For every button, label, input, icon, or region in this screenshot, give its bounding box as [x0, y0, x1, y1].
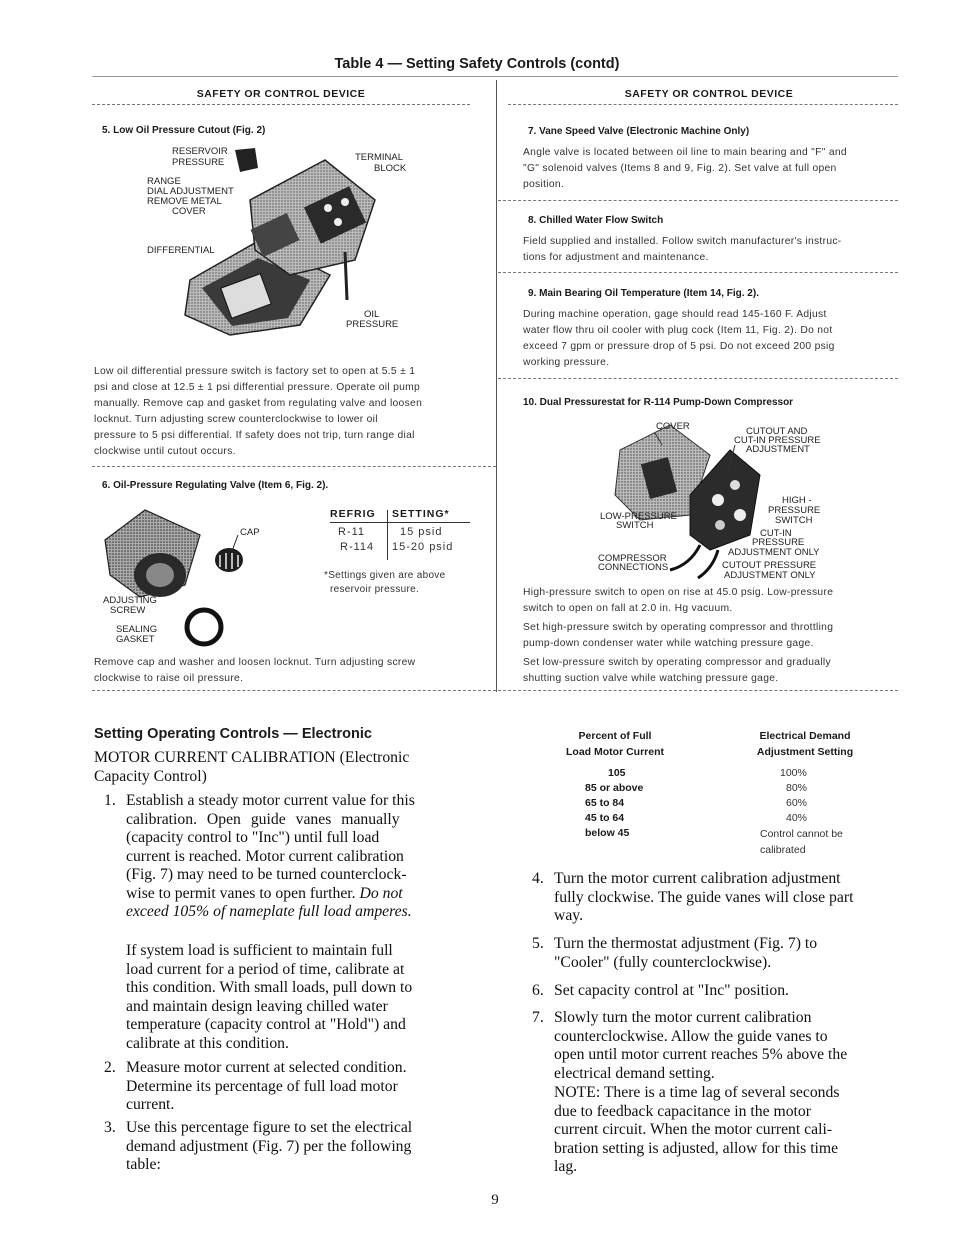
- label-pressure: PRESSURE: [172, 157, 225, 168]
- label-high-switch: SWITCH: [775, 515, 813, 526]
- s7-title: 7. Vane Speed Valve (Electronic Machine Only): [528, 126, 750, 137]
- label-oil-pressure: PRESSURE: [346, 319, 399, 330]
- demand-row-4-setting: 40%: [786, 812, 808, 824]
- s10-title: 10. Dual Pressurestat for R-114 Pump-Down Compressor: [523, 397, 794, 408]
- label-cutout-and: CUTOUT AND: [746, 426, 808, 437]
- demand-row-2-current: 85 or above: [585, 782, 644, 794]
- label-adjustment-only: ADJUSTMENT ONLY: [728, 547, 820, 558]
- column-divider: [496, 80, 497, 692]
- setting-r114: 15-20 psid: [392, 541, 454, 553]
- refrig-r11: R-11: [338, 526, 366, 538]
- label-cutin: CUT-IN: [760, 528, 792, 539]
- page-number: 9: [491, 1192, 499, 1208]
- label-cutin-pressure: CUT-IN PRESSURE: [734, 435, 821, 446]
- demand-row-5-current: below 45: [585, 827, 630, 839]
- s10-p1: High-pressure switch to open on rise at 45.0 psig. Low-pressure switch to open on fall at 2.0 in. Hg vacuum.: [523, 587, 834, 614]
- s8-title: 8. Chilled Water Flow Switch: [528, 215, 664, 226]
- note: NOTE: There is a time lag of several seconds due to feedback capacitance in the motor current circuit. When the motor current cali- bration setting is adjusted, allow for this time lag.: [554, 1084, 840, 1175]
- s6-note: *Settings given are above reservoir pressure.: [324, 570, 446, 595]
- label-cutout-pressure: CUTOUT PRESSURE: [722, 560, 817, 571]
- demand-col1-h2: Load Motor Current: [566, 746, 664, 758]
- label-terminal: TERMINAL: [355, 152, 404, 163]
- label-screw: SCREW: [110, 605, 146, 616]
- label-connections: CONNECTIONS: [598, 562, 669, 573]
- label-cutin-pressure2: PRESSURE: [752, 537, 805, 548]
- demand-row-5-setting: Control cannot be: [760, 828, 843, 840]
- label-block: BLOCK: [374, 163, 407, 174]
- demand-row-5-setting-cont: calibrated: [760, 844, 806, 856]
- label-range: RANGE: [147, 176, 181, 187]
- refrig-table-divider: [387, 510, 388, 560]
- header-rule-left: [92, 104, 470, 105]
- label-cover: COVER: [172, 206, 206, 217]
- refrig-header: REFRIG: [330, 508, 376, 520]
- s10-rule: [498, 690, 898, 691]
- setting-header: SETTING*: [392, 508, 450, 520]
- demand-col2-h1: Electrical Demand: [759, 730, 851, 742]
- label-low-switch: SWITCH: [616, 520, 654, 531]
- demand-row-1-current: 105: [608, 767, 626, 779]
- s5-rule: [92, 466, 496, 467]
- label-adjustment-only2: ADJUSTMENT ONLY: [724, 570, 816, 581]
- label-cap: CAP: [240, 527, 260, 538]
- label-gasket: GASKET: [116, 634, 155, 645]
- s8-rule: [498, 272, 898, 273]
- label-reservoir: RESERVOIR: [172, 146, 228, 157]
- s5-text: Low oil differential pressure switch is factory set to open at 5.5 ± 1 psi and close at 12.5 ± 1 psi differential pressure. Operate oil pump manually. Remove cap and gasket from regulating valve and loosen locknut. Turn adjusting screw counterclockwise to lower oil pressure to 5 psi differential. If safety does not trip, turn range dial clockwise until cutout occurs.: [94, 366, 423, 457]
- s9-rule: [498, 378, 898, 379]
- label-sealing: SEALING: [116, 624, 158, 635]
- label-differential: DIFFERENTIAL: [147, 245, 215, 256]
- s6-title: 6. Oil-Pressure Regulating Valve (Item 6, Fig. 2).: [102, 480, 329, 491]
- refrig-table-rule: [330, 522, 470, 523]
- s7-text: Angle valve is located between oil line to main bearing and "F" and "G" solenoid valves (Items 8 and 9, Fig. 2). Set valve at full open position.: [523, 147, 847, 190]
- table-title: Table 4 — Setting Safety Controls (contd): [334, 56, 620, 72]
- title-rule: [92, 76, 898, 77]
- section-subheading-1: MOTOR CURRENT CALIBRATION (Electronic: [94, 749, 410, 766]
- refrig-r114: R-114: [340, 541, 375, 553]
- label-adjustment: ADJUSTMENT: [746, 444, 810, 455]
- s8-text: Field supplied and installed. Follow switch manufacturer's instruc- tions for adjustment and maintenance.: [523, 236, 842, 263]
- label-s10-cover: COVER: [656, 421, 690, 432]
- label-high-pressure: PRESSURE: [768, 505, 821, 516]
- s7-rule: [498, 200, 898, 201]
- label-compressor: COMPRESSOR: [598, 553, 667, 564]
- label-oil: OIL: [364, 309, 380, 320]
- s10-p2: Set high-pressure switch by operating compressor and throttling pump-down condenser water while watching pressure gage.: [523, 622, 834, 649]
- label-high: HIGH -: [782, 495, 812, 506]
- section-subheading-2: Capacity Control): [94, 768, 207, 785]
- label-adjusting: ADJUSTING: [103, 595, 157, 606]
- setting-r11: 15 psid: [400, 526, 443, 538]
- s10-p3: Set low-pressure switch by operating compressor and gradually shutting suction valve while watching pressure gage.: [523, 657, 831, 684]
- s9-title: 9. Main Bearing Oil Temperature (Item 14, Fig. 2).: [528, 288, 759, 299]
- right-column-header: SAFETY OR CONTROL DEVICE: [624, 88, 794, 100]
- label-dial-adjustment: DIAL ADJUSTMENT: [147, 186, 234, 197]
- step-1-paragraph-2: If system load is sufficient to maintain full load current for a period of time, calibrate at this condition. With small loads, pull down to and maintain design leaving chilled water temperature (capacity control at "Hold") and calibrate at this condition.: [126, 942, 413, 1052]
- section-heading: Setting Operating Controls — Electronic: [94, 726, 372, 742]
- s6-rule: [92, 690, 496, 691]
- s9-text: During machine operation, gage should read 145-160 F. Adjust water flow thru oil cooler with plug cock (Item 11, Fig. 2). Do not exceed 7 gpm or pressure drop of 5 psi. Do not exceed 200 psig working pressure.: [523, 309, 835, 368]
- s5-title: 5. Low Oil Pressure Cutout (Fig. 2): [102, 125, 266, 136]
- s6-text: Remove cap and washer and loosen locknut. Turn adjusting screw clockwise to raise oil pressure.: [94, 657, 416, 684]
- demand-row-2-setting: 80%: [786, 782, 808, 794]
- demand-row-3-setting: 60%: [786, 797, 808, 809]
- demand-col1-h1: Percent of Full: [578, 730, 652, 742]
- label-remove-metal: REMOVE METAL: [147, 196, 222, 207]
- step-1-number: 1.: [104, 792, 116, 809]
- demand-col2-h2: Adjustment Setting: [756, 746, 854, 758]
- demand-row-3-current: 65 to 84: [585, 797, 625, 809]
- demand-row-1-setting: 100%: [780, 767, 807, 779]
- label-low-pressure: LOW-PRESSURE: [600, 511, 677, 522]
- left-column-header: SAFETY OR CONTROL DEVICE: [196, 88, 366, 100]
- header-rule-right: [508, 104, 898, 105]
- demand-row-4-current: 45 to 64: [585, 812, 625, 824]
